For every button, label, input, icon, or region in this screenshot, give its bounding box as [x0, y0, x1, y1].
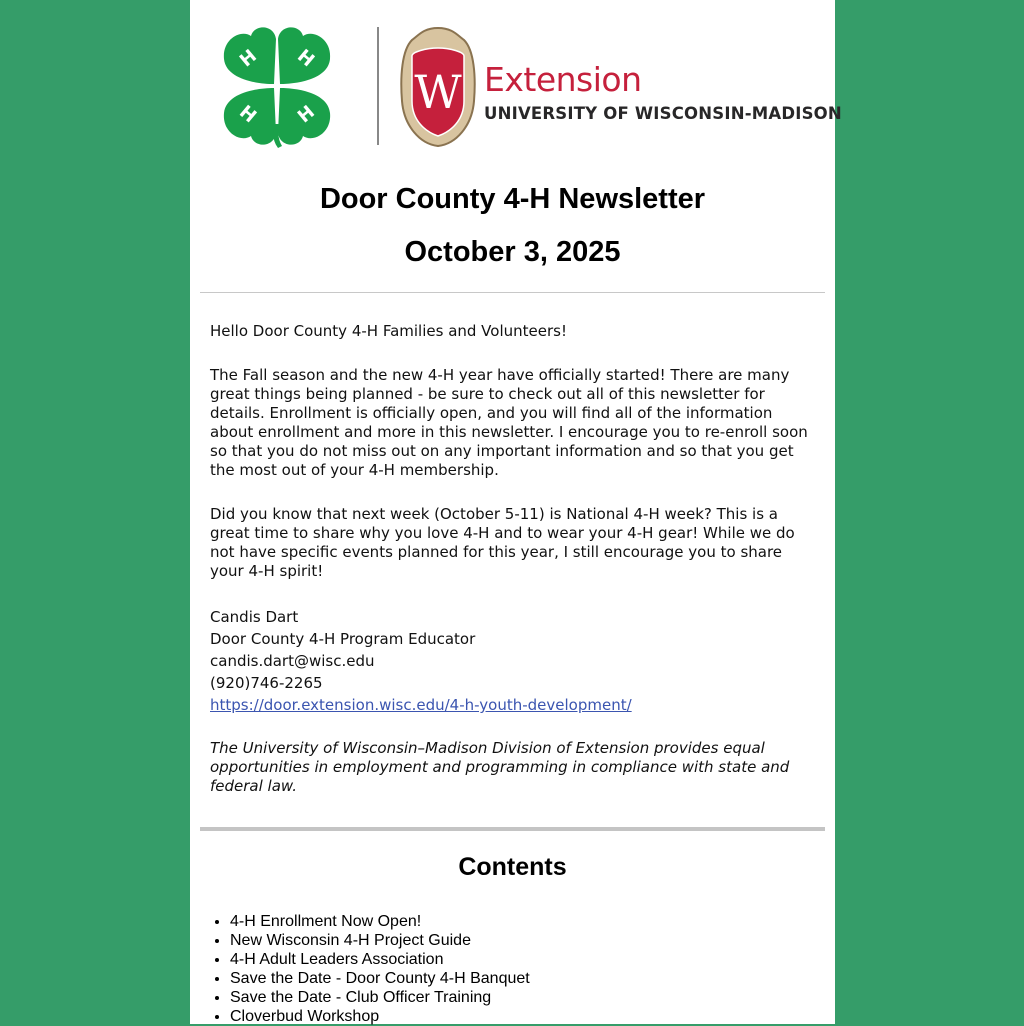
header-divider	[200, 292, 825, 293]
section-divider	[200, 827, 825, 831]
equal-opportunity-statement: The University of Wisconsin–Madison Division of Extension provides equal opportunities in employment and programming in compliance with state and federal law.	[210, 739, 790, 795]
contents-item[interactable]: • 4-H Adult Leaders Association	[230, 950, 530, 969]
four-h-clover-logo	[216, 24, 341, 150]
greeting: Hello Door County 4-H Families and Volunteers!	[210, 322, 567, 340]
newsletter-column	[190, 0, 842, 1025]
svg-text:H: H	[293, 101, 319, 128]
extension-wordmark: Extension	[484, 60, 642, 99]
logo-banner	[216, 24, 842, 150]
website-link[interactable]: https://door.extension.wisc.edu/4-h-youth-development/	[210, 696, 632, 714]
contents-item[interactable]: • 4-H Enrollment Now Open!	[230, 912, 530, 931]
signature-phone: (920)746-2265	[210, 674, 323, 692]
signature-email: candis.dart@wisc.edu	[210, 652, 375, 670]
newsletter-title: Door County 4-H Newsletter	[319, 183, 706, 215]
contents-list	[190, 912, 530, 1026]
newsletter-date: October 3, 2025	[404, 236, 621, 268]
svg-text:H: H	[293, 45, 319, 72]
letter-body	[210, 322, 816, 821]
svg-text:W: W	[414, 65, 462, 119]
signature-block	[210, 606, 816, 716]
paragraph: Did you know that next week (October 5-11) is National 4-H week? This is a great time to share why you love 4-H and to wear your 4-H gear! While we do not have specific events planned for this year, I still encourage you to share your 4-H spirit!	[210, 505, 795, 580]
svg-text:H: H	[235, 45, 261, 72]
logo-divider	[377, 27, 379, 145]
contents-item[interactable]: • Save the Date - Club Officer Training	[230, 988, 530, 1007]
contents-heading: Contents	[458, 853, 567, 881]
contents-item[interactable]: • Save the Date - Door County 4-H Banquet	[230, 969, 530, 988]
signature-name: Candis Dart	[210, 608, 299, 626]
paragraph: The Fall season and the new 4-H year have officially started! There are many great things being planned - be sure to check out all of this newsletter for details. Enrollment is officially open, and you will find all of the information about enrollment and more in this newsletter. I encourage you to re-enroll soon so that you do not miss out on any important information and so that you get the most out of your 4-H membership.	[210, 366, 808, 479]
university-wordmark: UNIVERSITY OF WISCONSIN-MADISON	[484, 104, 842, 123]
signature-role: Door County 4-H Program Educator	[210, 630, 476, 648]
uw-crest-logo	[398, 26, 478, 148]
contents-item[interactable]: • Cloverbud Workshop	[230, 1007, 530, 1026]
svg-text:H: H	[235, 101, 261, 128]
contents-item[interactable]: • New Wisconsin 4-H Project Guide	[230, 931, 530, 950]
